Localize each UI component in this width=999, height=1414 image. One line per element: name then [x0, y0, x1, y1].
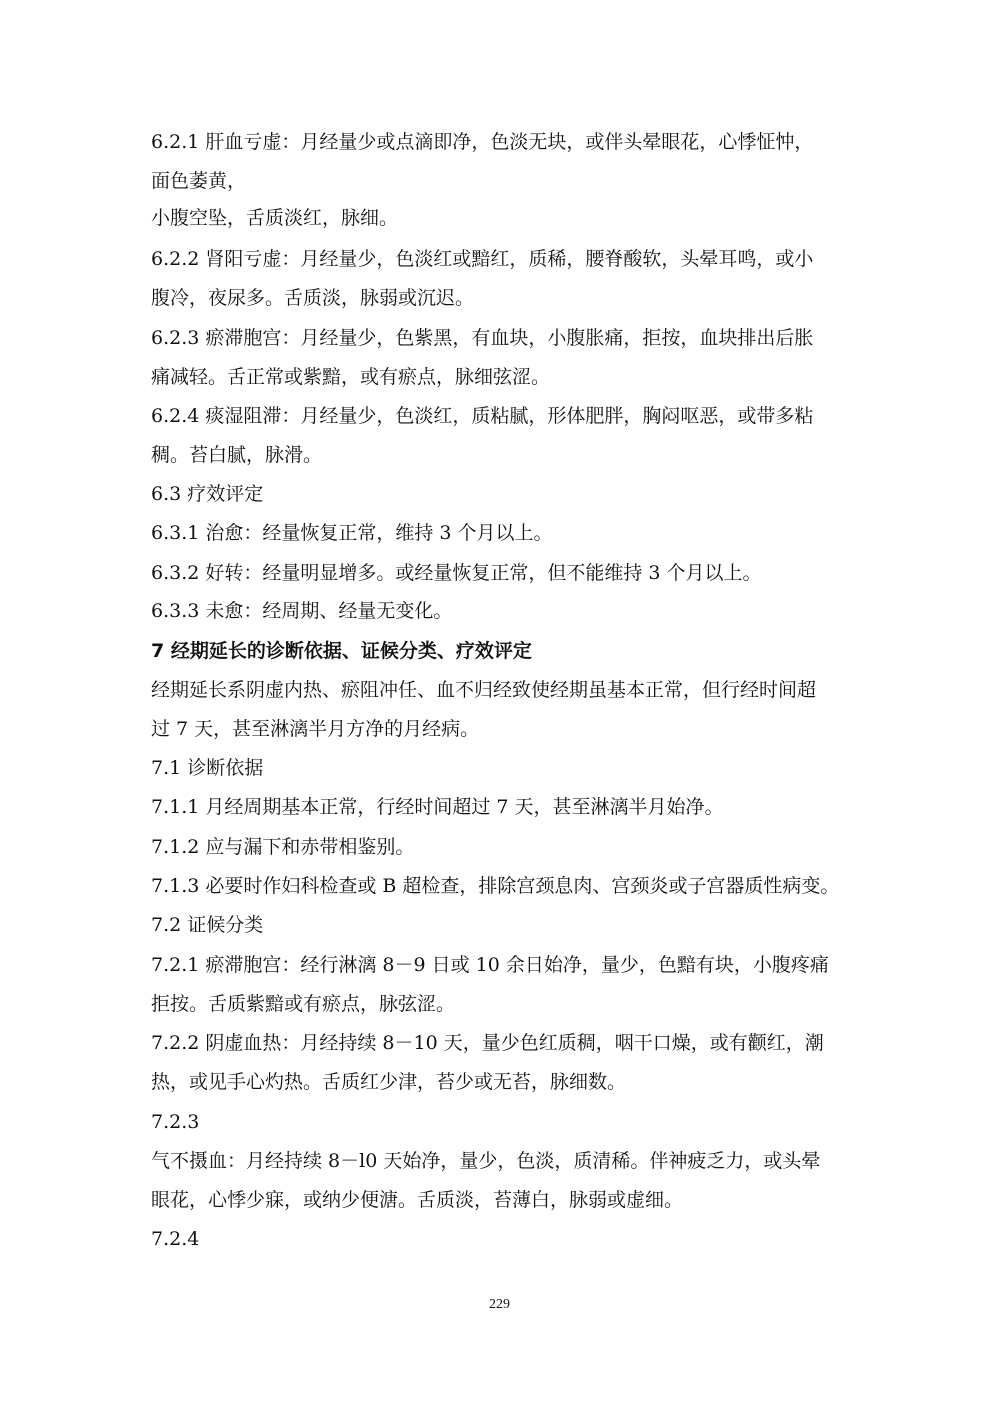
section-heading: 7.2 证候分类	[151, 914, 264, 936]
text-line: 7.1.1 月经周期基本正常，行经时间超过 7 天，甚至淋漓半月始净。	[151, 796, 724, 818]
text-line: 6.3.2 好转：经量明显增多。或经量恢复正常，但不能维持 3 个月以上。	[151, 562, 762, 584]
text-line: 7.1.3 必要时作妇科检查或 B 超检查，排除宫颈息肉、宫颈炎或子宫器质性病变。	[151, 875, 840, 897]
text-line: 6.2.4 痰湿阻滞：月经量少，色淡红，质粘腻，形体肥胖，胸闷呕恶，或带多粘	[151, 405, 814, 427]
text-line: 6.2.2 肾阳亏虚：月经量少，色淡红或黯红，质稀，腰脊酸软，头晕耳鸣，或小	[151, 248, 814, 270]
page-number: 229	[489, 1297, 510, 1312]
text-line: 稠。苔白腻，脉滑。	[151, 444, 323, 466]
text-line: 6.3.3 未愈：经周期、经量无变化。	[151, 600, 453, 622]
text-line: 气不摄血：月经持续 8－l0 天始净，量少，色淡，质清稀。伴神疲乏力，或头晕	[151, 1150, 821, 1172]
text-line: 过 7 天，甚至淋漓半月方净的月经病。	[151, 718, 480, 740]
text-line: 经期延长系阴虚内热、瘀阻冲任、血不归经致使经期虽基本正常，但行经时间超	[151, 679, 817, 701]
text-line: 眼花，心悸少寐，或纳少便溏。舌质淡，苔薄白，脉弱或虚细。	[151, 1189, 684, 1211]
text-line: 7.2.2 阴虚血热：月经持续 8－10 天，量少色红质稠，咽干口燥，或有颧红，潮	[151, 1032, 824, 1054]
section-heading: 6.3 疗效评定	[151, 483, 264, 505]
text-line: 7.2.4	[151, 1228, 200, 1250]
text-line: 7.1.2 应与漏下和赤带相鉴别。	[151, 836, 415, 858]
text-line: 6.2.3 瘀滞胞宫：月经量少，色紫黑，有血块，小腹胀痛，拒按，血块排出后胀	[151, 327, 814, 349]
text-line: 7.2.3	[151, 1111, 200, 1133]
text-line: 热，或见手心灼热。舌质红少津，苔少或无苔，脉细数。	[151, 1071, 627, 1093]
chapter-heading: 7 经期延长的诊断依据、证候分类、疗效评定	[151, 640, 532, 662]
text-line: 6.2.1 肝血亏虚：月经量少或点滴即净，色淡无块，或伴头晕眼花，心悸怔忡，	[151, 131, 814, 153]
text-line: 拒按。舌质紫黯或有瘀点，脉弦涩。	[151, 993, 456, 1015]
text-line: 6.3.1 治愈：经量恢复正常，维持 3 个月以上。	[151, 522, 553, 544]
text-line: 痛减轻。舌正常或紫黯，或有瘀点，脉细弦涩。	[151, 366, 551, 388]
text-line: 小腹空坠，舌质淡红，脉细。	[151, 207, 399, 229]
text-line: 7.2.1 瘀滞胞宫：经行淋漓 8－9 日或 10 余日始净，量少，色黯有块，小腹疼痛	[151, 954, 829, 976]
section-heading: 7.1 诊断依据	[151, 757, 264, 779]
text-line: 腹冷，夜尿多。舌质淡，脉弱或沉迟。	[151, 287, 475, 309]
text-line: 面色萎黄，	[151, 170, 247, 192]
